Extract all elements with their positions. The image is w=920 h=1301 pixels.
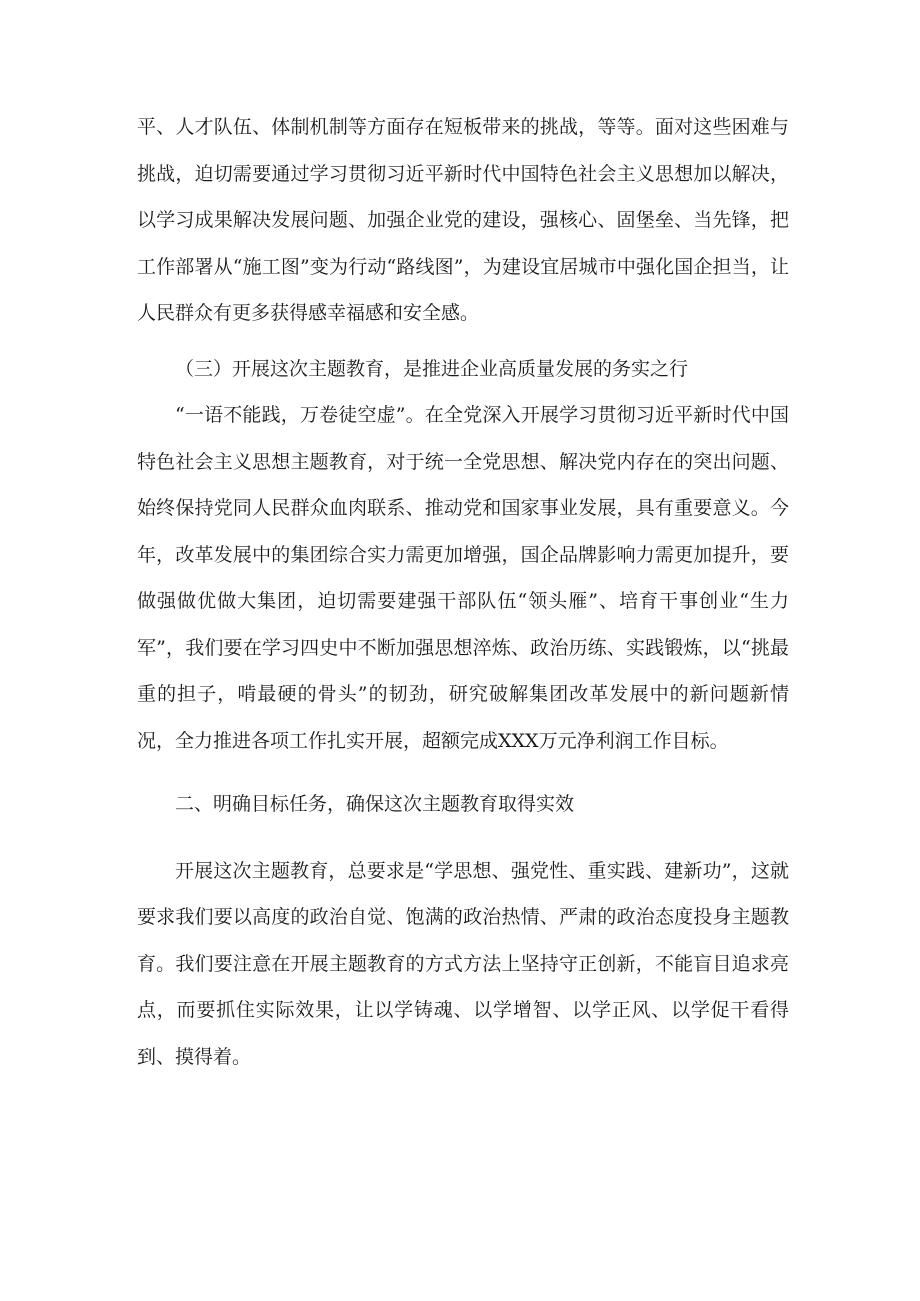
body-paragraph-1: 平、人才队伍、体制机制等方面存在短板带来的挑战，等等。面对这些困难与挑战，迫切需要通过学习贯彻习近平新时代中国特色社会主义思想加以解决，以学习成果解决发展问题、加强企业党的建设，强核心、固堡垒、当先锋，把工作部署从“施工图”变为行动“路线图”，为建设宜居城市中强化国企担当，让人民群众有更多获得感幸福感和安全感。	[137, 116, 789, 324]
body-paragraph-3: 开展这次主题教育，总要求是“学思想、强党性、重实践、建新功”，这就要求我们要以高度的政治自觉、饱满的政治热情、严肃的政治态度投身主题教育。我们要注意在开展主题教育的方式方法上坚持守正创新，不能盲目追求亮点，而要抓住实际效果，让以学铸魂、以学增智、以学正风、以学促干看得到、摸得着。	[137, 859, 789, 1068]
body-paragraph-2: “一语不能践，万卷徒空虚”。在全党深入开展学习贯彻习近平新时代中国特色社会主义思想主题教育，对于统一全党思想、解决党内存在的突出问题、始终保持党同人民群众血肉联系、推动党和国家事业发展，具有重要意义。今年，改革发展中的集团综合实力需更加增强，国企品牌影响力需更加提升，要做强做优做大集团，迫切需要建强干部队伍“领头雁”、培育干事创业“生力军”，我们要在学习四史中不断加强思想淬炼、政治历练、实践锻炼，以“挑最重的担子，啃最硬的骨头”的韧劲，研究破解集团改革发展中的新问题新情况，全力推进各项工作扎实开展，超额完成XXX万元净利润工作目标。	[137, 404, 789, 752]
section-heading-3: （三）开展这次主题教育，是推进企业高质量发展的务实之行	[175, 357, 689, 380]
section-heading-2: 二、明确目标任务，确保这次主题教育取得实效	[175, 793, 575, 815]
document-body	[137, 104, 789, 1080]
